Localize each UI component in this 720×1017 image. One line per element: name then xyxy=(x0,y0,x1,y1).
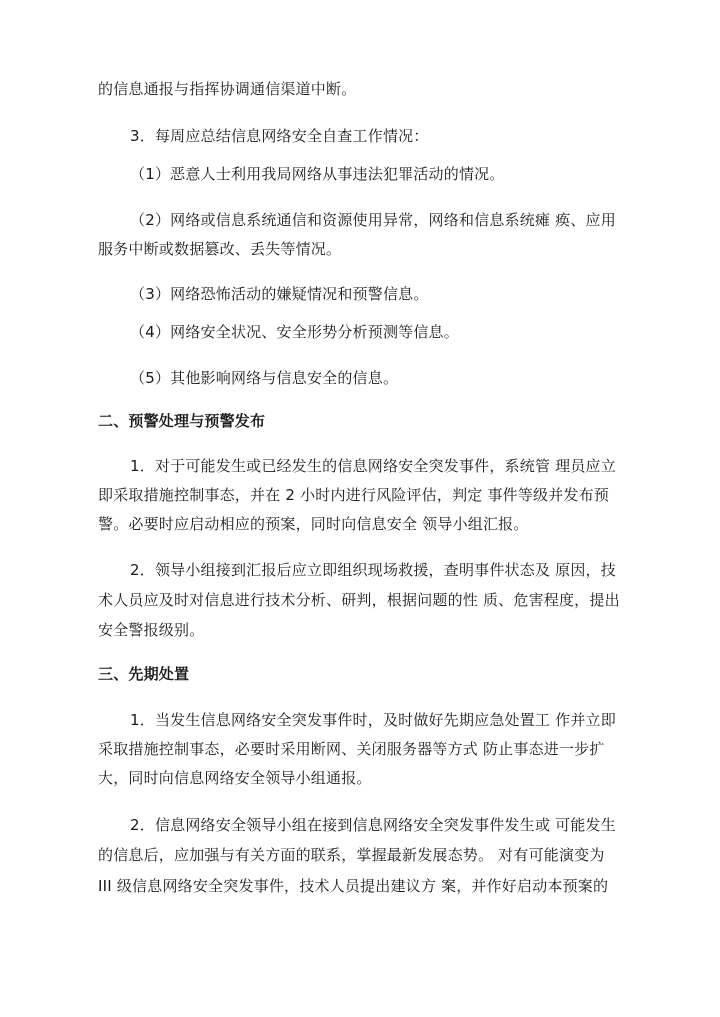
section-3-heading: 三、先期处置 xyxy=(98,665,190,683)
section-2-para-1-line-2: 即采取措施控制事态，并在 2 小时内进行风险评估，判定 事件等级并发布预 xyxy=(98,486,610,504)
section-3-para-1-line-1: 1．当发生信息网络安全突发事件时，及时做好先期应急处置工 作并立即 xyxy=(130,711,616,729)
section-3-para-2-line-1: 2．信息网络安全领导小组在接到信息网络安全突发事件发生或 可能发生 xyxy=(130,816,616,834)
section-3-para-1-line-2: 采取措施控制事态，必要时采用断网、关闭服务器等方式 防止事态进一步扩 xyxy=(98,740,605,758)
section-2-heading: 二、预警处理与预警发布 xyxy=(98,412,266,430)
section-2-para-2-line-1: 2．领导小组接到汇报后应立即组织现场救援，查明事件状态及 原因，技 xyxy=(130,561,616,579)
sub-item-4-line: （4）网络安全状况、安全形势分析预测等信息。 xyxy=(130,323,459,341)
section-2-para-1-line-3: 警。必要时应启动相应的预案，同时向信息安全 领导小组汇报。 xyxy=(98,515,529,533)
section-3-para-2-line-3: III 级信息网络安全突发事件，技术人员提出建议方 案，并作好启动本预案的 xyxy=(98,877,609,895)
section-2-para-2-line-3: 安全警报级别。 xyxy=(98,621,205,639)
sub-item-5-line: （5）其他影响网络与信息安全的信息。 xyxy=(130,369,399,387)
item-3-line: 3．每周应总结信息网络安全自查工作情况： xyxy=(130,127,429,145)
sub-item-2-line-2: 服务中断或数据篡改、丢失等情况。 xyxy=(98,240,342,258)
section-2-para-1-line-1: 1．对于可能发生或已经发生的信息网络安全突发事件，系统管 理员应立 xyxy=(130,457,616,475)
section-3-para-1-line-3: 大，同时向信息网络安全领导小组通报。 xyxy=(98,769,372,787)
sub-item-2-line-1: （2）网络或信息系统通信和资源使用异常，网络和信息系统瘫 痪、应用 xyxy=(130,211,616,229)
sub-item-3-line: （3）网络恐怖活动的嫌疑情况和预警信息。 xyxy=(130,285,429,303)
sub-item-1-line: （1）恶意人士利用我局网络从事违法犯罪活动的情况。 xyxy=(130,165,505,183)
continuation-line: 的信息通报与指挥协调通信渠道中断。 xyxy=(98,80,357,98)
section-2-para-2-line-2: 术人员应及时对信息进行技术分析、研判，根据问题的性 质、危害程度，提出 xyxy=(98,591,620,609)
section-3-para-2-line-2: 的信息后，应加强与有关方面的联系，掌握最新发展态势。 对有可能演变为 xyxy=(98,846,605,864)
